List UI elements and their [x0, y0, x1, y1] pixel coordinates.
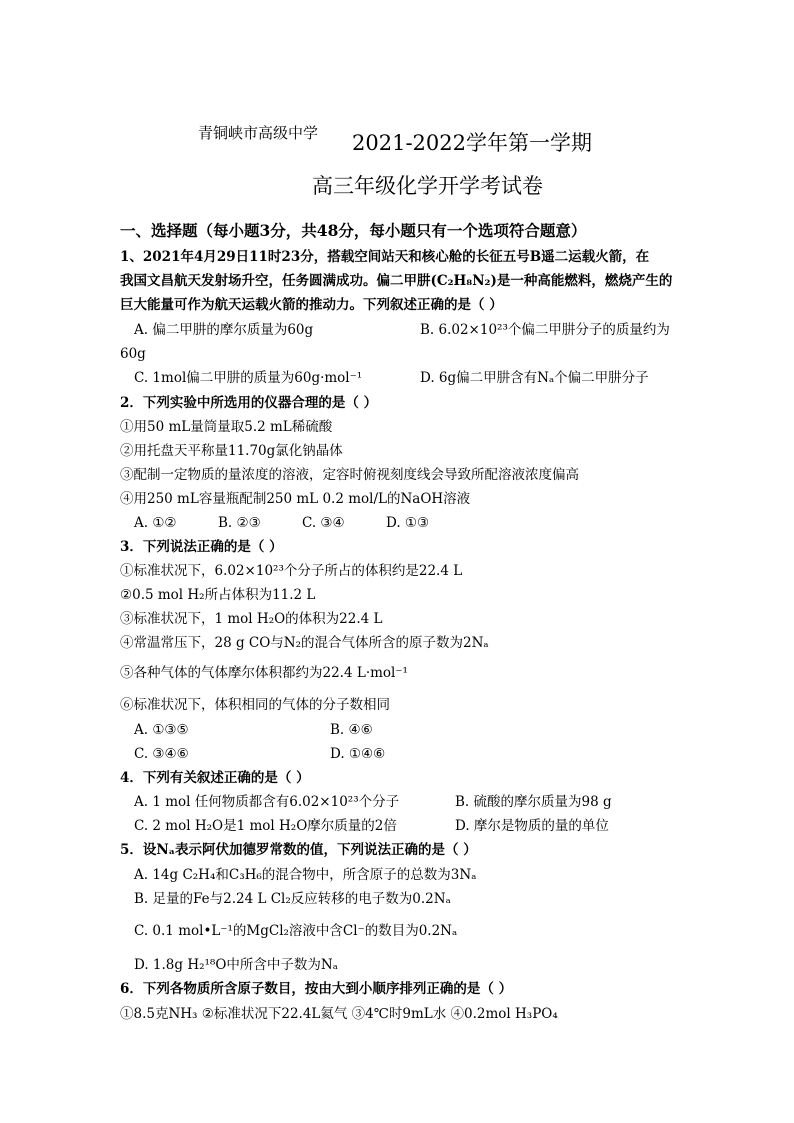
q5-stem: 5．设Nₐ表示阿伏加德罗常数的值，下列说法正确的是（ ）	[120, 842, 477, 858]
q1-option-a: A. 偏二甲肼的摩尔质量为60g	[134, 322, 314, 338]
q2-option-d: D. ①③	[386, 515, 430, 531]
q6-stem: 6．下列各物质所含原子数目，按由大到小顺序排列正确的是（ ）	[120, 981, 513, 997]
q1-option-c: C. 1mol偏二甲肼的质量为60g·mol⁻¹	[134, 370, 363, 386]
q5-option-c: C. 0.1 mol•L⁻¹的MgCl₂溶液中含Cl⁻的数目为0.2Nₐ	[134, 923, 458, 939]
q2-statement-3: ③配制一定物质的量浓度的溶液，定容时俯视刻度线会导致所配溶液浓度偏高	[120, 467, 579, 483]
q1-option-b-cont: 60g	[120, 346, 146, 362]
school-name: 青铜峡市高级中学	[198, 124, 319, 142]
q2-option-a: A. ①②	[134, 515, 177, 531]
q1-option-b: B. 6.02×10²³个偏二甲肼分子的质量约为	[420, 322, 670, 338]
term-title: 2021-2022学年第一学期	[352, 131, 592, 155]
q4-option-a: A. 1 mol 任何物质都含有6.02×10²³个分子	[134, 794, 400, 810]
q3-option-b: B. ④⑥	[330, 722, 373, 738]
q3-statement-2: ②0.5 mol H₂所占体积为11.2 L	[120, 587, 316, 603]
q4-option-b: B. 硫酸的摩尔质量为98 g	[455, 794, 612, 810]
q3-option-d: D. ①④⑥	[330, 746, 386, 762]
q4-option-d: D. 摩尔是物质的量的单位	[455, 818, 609, 834]
q4-option-c: C. 2 mol H₂O是1 mol H₂O摩尔质量的2倍	[134, 818, 397, 834]
q5-option-d: D. 1.8g H₂¹⁸O中所含中子数为Nₐ	[134, 957, 338, 973]
q1-stem-line2: 我国文昌航天发射场升空，任务圆满成功。偏二甲肼(C₂H₈N₂)是一种高能燃料，燃烧产生的	[120, 273, 673, 289]
q3-statement-1: ①标准状况下，6.02×10²³个分子所占的体积约是22.4 L	[120, 563, 463, 579]
exam-title: 高三年级化学开学考试卷	[312, 174, 543, 198]
q3-statement-5: ⑤各种气体的气体摩尔体积都约为22.4 L·mol⁻¹	[120, 665, 408, 681]
q3-option-c: C. ③④⑥	[134, 746, 189, 762]
q5-option-a: A. 14g C₂H₄和C₃H₆的混合物中，所含原子的总数为3Nₐ	[134, 867, 477, 883]
q3-statement-3: ③标准状况下，1 mol H₂O的体积为22.4 L	[120, 611, 383, 627]
q3-statement-4: ④常温常压下，28 g CO与N₂的混合气体所含的原子数为2Nₐ	[120, 635, 489, 651]
q6-items: ①8.5克NH₃ ②标准状况下22.4L氦气 ③4℃时9mL水 ④0.2mol H₃PO₄	[120, 1006, 558, 1022]
q2-option-c: C. ③④	[302, 515, 345, 531]
q5-option-b: B. 足量的Fe与2.24 L Cl₂反应转移的电子数为0.2Nₐ	[134, 891, 451, 907]
q2-statement-4: ④用250 mL容量瓶配制250 mL 0.2 mol/L的NaOH溶液	[120, 491, 471, 507]
q3-stem: 3．下列说法正确的是（ ）	[120, 539, 283, 555]
q4-stem: 4．下列有关叙述正确的是（ ）	[120, 770, 310, 786]
q2-stem: 2．下列实验中所选用的仪器合理的是（ ）	[120, 395, 378, 411]
q2-statement-2: ②用托盘天平称量11.70g氯化钠晶体	[120, 443, 343, 459]
q2-statement-1: ①用50 mL量筒量取5.2 mL稀硫酸	[120, 419, 333, 435]
section-heading: 一、选择题（每小题3分，共48分，每小题只有一个选项符合题意）	[120, 221, 587, 240]
q3-option-a: A. ①③⑤	[134, 722, 189, 738]
q1-stem-line3: 巨大能量可作为航天运载火箭的推动力。下列叙述正确的是（ ）	[120, 297, 503, 313]
q3-statement-6: ⑥标准状况下，体积相同的气体的分子数相同	[120, 697, 390, 713]
q2-option-b: B. ②③	[218, 515, 261, 531]
q1-option-d: D. 6g偏二甲肼含有Nₐ个偏二甲肼分子	[420, 370, 649, 386]
q1-stem-line1: 1、2021年4月29日11时23分，搭载空间站天和核心舱的长征五号B遥二运载火箭，在	[120, 249, 650, 265]
